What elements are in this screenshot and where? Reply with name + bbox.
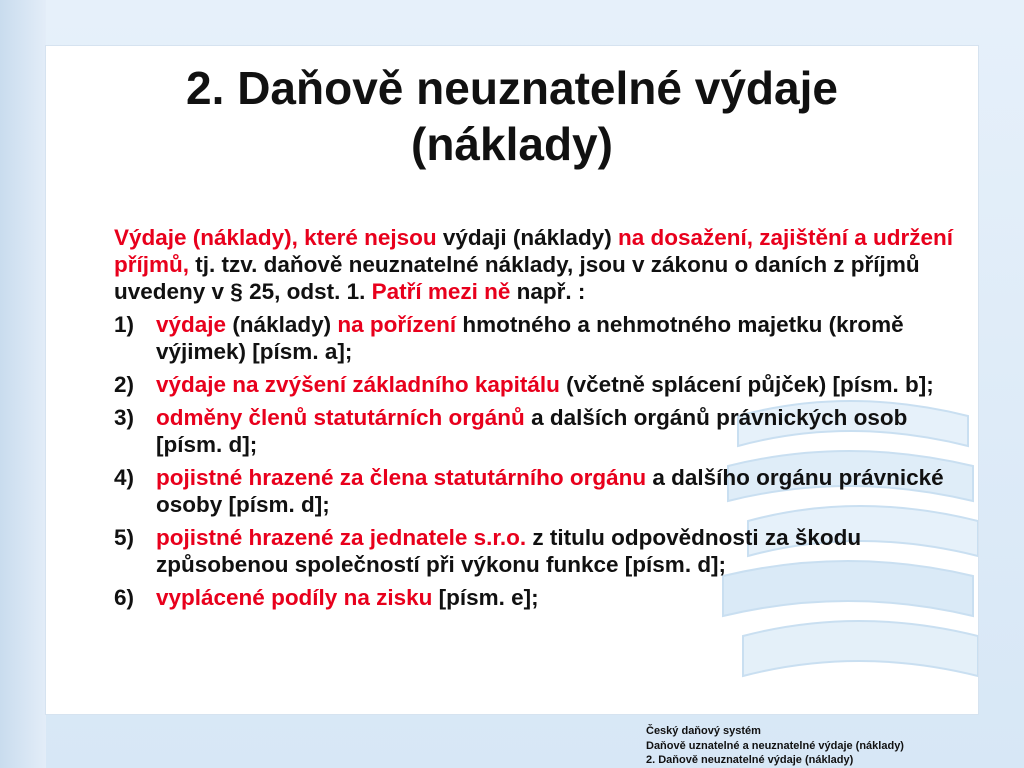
slide-title-line2: (náklady) xyxy=(411,118,613,170)
list-item-number: 1) xyxy=(114,312,135,337)
list-item-red: na pořízení xyxy=(337,312,457,337)
list-item xyxy=(114,524,964,578)
list-item-plain: hmotného a nehmotného majetku (kromě výjimek) [písm. a]; xyxy=(156,312,904,364)
intro-red-3: Patří mezi ně xyxy=(371,279,511,304)
intro-paragraph xyxy=(114,224,964,305)
intro-text-1: výdaji (náklady) xyxy=(436,225,618,250)
list-item-number: 4) xyxy=(114,465,135,490)
list-item-red: výdaje xyxy=(156,312,227,337)
intro-text-3: např. : xyxy=(510,279,586,304)
list-item-red: výdaje na zvýšení základního kapitálu xyxy=(156,372,560,397)
list-item xyxy=(114,464,964,518)
list-item-plain: [písm. e]; xyxy=(432,585,539,610)
list-item-text xyxy=(156,404,964,458)
list-item-text xyxy=(156,311,964,365)
list-item-number: 6) xyxy=(114,585,135,610)
footer-line-topic: Daňově uznatelné a neuznatelné výdaje (náklady) xyxy=(646,739,904,752)
list-item-plain: (náklady) xyxy=(226,312,338,337)
list-item-number: 3) xyxy=(114,405,135,430)
list-item-plain: a dalšího orgánu právnické osoby [písm. d]; xyxy=(156,465,944,517)
list-item-plain: a dalších orgánů právnických osob [písm. d]; xyxy=(156,405,908,457)
intro-red-2: na dosažení, zajištění a udržení příjmů, xyxy=(114,225,954,277)
list-item-red: pojistné hrazené za jednatele s.r.o. xyxy=(156,525,527,550)
footer-line-course: Český daňový systém xyxy=(646,725,761,737)
list-item-plain: z titulu odpovědnosti za škodu způsobenou společností při výkonu funkce [písm. d]; xyxy=(156,525,862,577)
list-item-red: vyplácené podíly na zisku xyxy=(156,585,433,610)
list-item-text xyxy=(156,524,964,578)
list-item-text xyxy=(156,584,964,611)
list-item-number: 5) xyxy=(114,525,135,550)
footer-line-section: 2. Daňově neuznatelné výdaje (náklady) xyxy=(646,754,854,766)
intro-text-2: tj. tzv. daňově neuznatelné náklady, jsou v zákonu o daních z příjmů uvedeny v § 25, odst. 1. xyxy=(114,252,920,304)
list-item-red: pojistné hrazené za člena statutárního orgánu xyxy=(156,465,647,490)
slide-body xyxy=(114,224,964,617)
list-item-plain: (včetně splácení půjček) [písm. b]; xyxy=(559,372,934,397)
list-item-number: 2) xyxy=(114,372,135,397)
intro-red-1: Výdaje (náklady), které nejsou xyxy=(114,225,437,250)
expense-list xyxy=(114,311,964,611)
list-item-text xyxy=(156,371,964,398)
list-item-red: odměny členů statutárních orgánů xyxy=(156,405,525,430)
slide-title-line1: 2. Daňově neuznatelné výdaje xyxy=(186,62,838,114)
slide-title xyxy=(0,60,1024,172)
list-item xyxy=(114,311,964,365)
list-item xyxy=(114,404,964,458)
slide-footer xyxy=(646,724,904,768)
list-item xyxy=(114,584,964,611)
list-item xyxy=(114,371,964,398)
list-item-text xyxy=(156,464,964,518)
